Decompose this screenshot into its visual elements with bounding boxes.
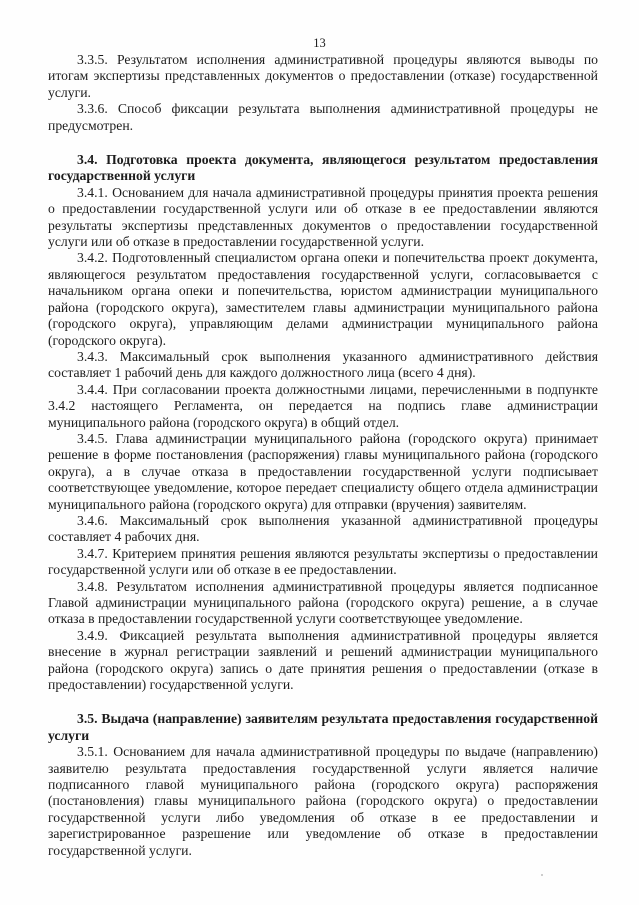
paragraph-3-4-5: 3.4.5. Глава администрации муниципального района (городского округа) принимает решение в форме постановления (распоряжения) главы муниципального района (городского округа), а в случае отказа в предоставлении государственной услуги подписывает соответствующее уведомление, которое передает специалисту общего отдела администрации муниципального района (городского округа) для отправки (вручения) заявителям. — [48, 430, 598, 512]
document-body — [48, 52, 598, 859]
paragraph-3-4-7: 3.4.7. Критерием принятия решения являются результаты экспертизы о предоставлении государственной услуги или об отказе в ее предоставлении. — [48, 545, 598, 578]
paragraph-3-4-1: 3.4.1. Основанием для начала административной процедуры принятия проекта решения о предоставлении государственной услуги или об отказе в ее предоставлении являются результаты экспертизы представленных документов о предоставлении государственной услуги или об отказе в предоставлении государственной услуги. — [48, 184, 598, 250]
paragraph-3-4-2: 3.4.2. Подготовленный специалистом органа опеки и попечительства проект документа, являющегося результатом предоставления государственной услуги, согласовывается с начальником органа опеки и попечительства, юристом администрации муниципального района (городского округа), заместителем главы администрации муниципального района (городского округа), управляющим делами администрации муниципального района (городского округа). — [48, 250, 598, 348]
section-spacer — [48, 134, 598, 152]
paragraph-3-3-5: 3.3.5. Результатом исполнения административной процедуры являются выводы по итогам экспертизы представленных документов о предоставлении (отказе) государственной услуги. — [48, 52, 598, 100]
section-spacer — [48, 693, 598, 711]
paragraph-3-5-1: 3.5.1. Основанием для начала административной процедуры по выдаче (направлению) заявителю результата предоставления государственной услуги является наличие подписанного главой муниципального района (городского округа) распоряжения (постановления) главы муниципального района (городского округа) о предоставлении государственной услуги либо уведомления об отказе в ее предоставлении и зарегистрированное разрешение или уведомление об отказе в предоставлении государственной услуги. — [48, 744, 598, 858]
page-number: 13 — [313, 36, 326, 50]
paragraph-3-4-9: 3.4.9. Фиксацией результата выполнения административной процедуры является внесение в журнал регистрации заявлений и решений администрации муниципального района (городского округа) запись о дате принятия решения о предоставлении (отказе в предоставлении) государственной услуги. — [48, 627, 598, 693]
paragraph-3-4-4: 3.4.4. При согласовании проекта должностными лицами, перечисленными в подпункте 3.4.2 настоящего Регламента, он передается на подпись главе администрации муниципального района (городского округа) в общий отдел. — [48, 381, 598, 430]
paragraph-3-3-6: 3.3.6. Способ фиксации результата выполнения административной процедуры не предусмотрен. — [48, 101, 598, 133]
section-heading-3-5: 3.5. Выдача (направление) заявителям результата предоставления государственной услуги — [48, 711, 598, 743]
paragraph-3-4-8: 3.4.8. Результатом исполнения административной процедуры является подписанное Главой администрации муниципального района (городского округа) решение, а в случае отказа в предоставлении государственной услуги соответствующее уведомление. — [48, 578, 598, 627]
paragraph-3-4-3: 3.4.3. Максимальный срок выполнения указанного административного действия составляет 1 рабочий день для каждого должностного лица (всего 4 дня). — [48, 348, 598, 381]
section-heading-3-4: 3.4. Подготовка проекта документа, являющегося результатом предоставления государственной услуги — [48, 152, 598, 184]
scan-speck — [541, 874, 543, 876]
paragraph-3-4-6: 3.4.6. Максимальный срок выполнения указанной административной процедуры составляет 4 рабочих дня. — [48, 512, 598, 545]
